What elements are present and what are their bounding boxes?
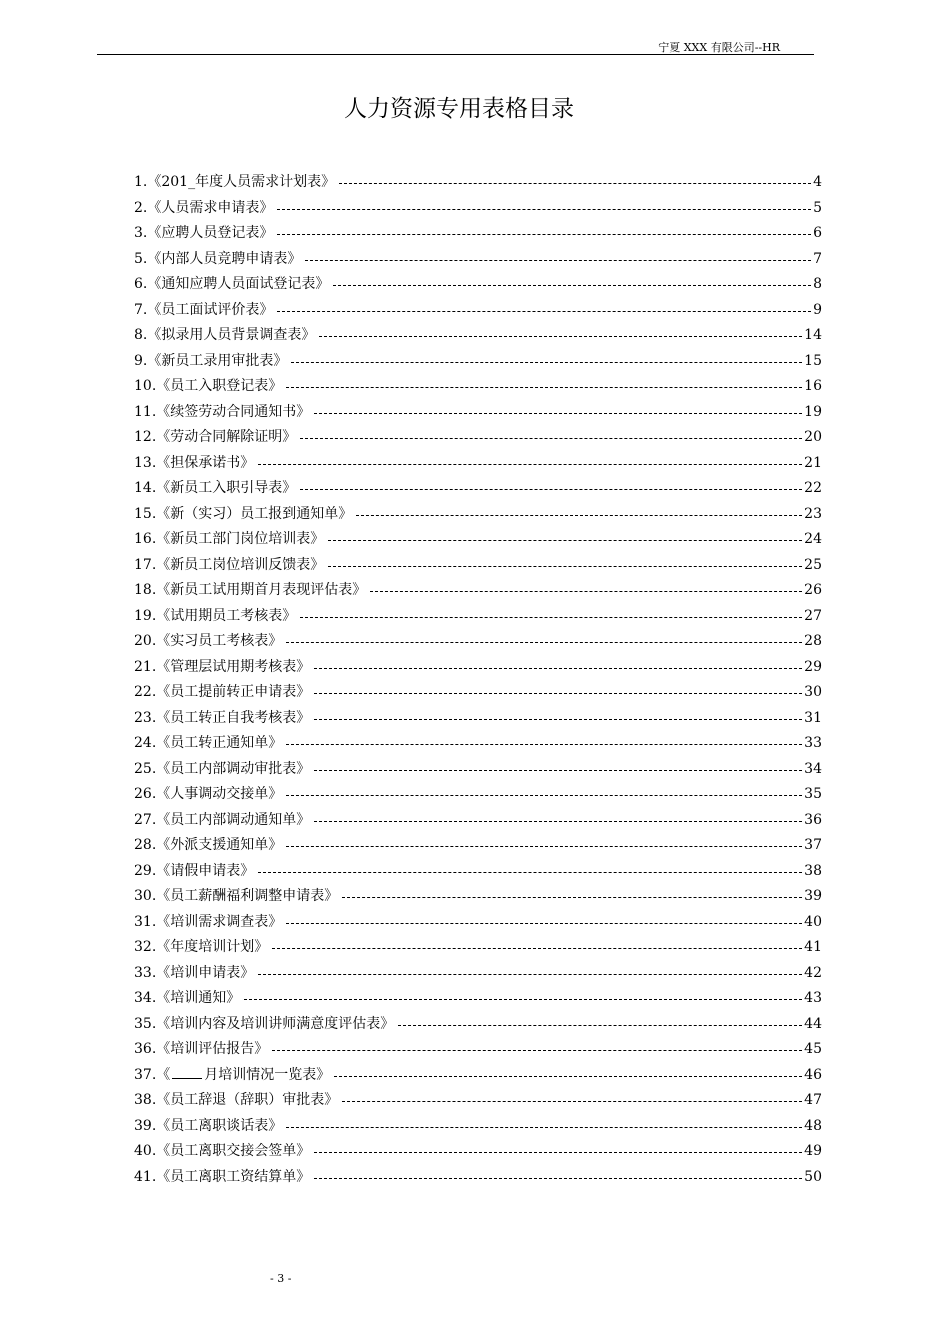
toc-entry[interactable] — [134, 935, 822, 961]
toc-entry[interactable] — [134, 170, 822, 196]
toc-entry[interactable] — [134, 680, 822, 706]
toc-entry-page: 26 — [804, 582, 822, 598]
toc-entry[interactable] — [134, 349, 822, 375]
toc-entry-title: 30.《员工薪酬福利调整申请表》 — [134, 888, 339, 904]
toc-leader-line — [342, 897, 802, 898]
toc-entry[interactable] — [134, 196, 822, 222]
toc-leader-line — [277, 311, 811, 312]
toc-entry[interactable] — [134, 986, 822, 1012]
toc-entry-title: 32.《年度培训计划》 — [134, 939, 269, 955]
page-number: - 3 - — [270, 1272, 292, 1285]
toc-entry[interactable] — [134, 527, 822, 553]
toc-entry[interactable] — [134, 1063, 822, 1089]
toc-entry-page: 47 — [804, 1092, 822, 1108]
toc-entry[interactable] — [134, 323, 822, 349]
toc-leader-line — [286, 642, 802, 643]
toc-leader-line — [291, 362, 802, 363]
toc-leader-line — [314, 1152, 802, 1153]
toc-entry-title: 17.《新员工岗位培训反馈表》 — [134, 556, 325, 573]
toc-entry-title: 36.《培训评估报告》 — [134, 1041, 269, 1057]
toc-entry-title: 8.《拟录用人员背景调查表》 — [134, 327, 316, 343]
toc-leader-line — [244, 999, 802, 1000]
toc-entry-page: 43 — [804, 990, 822, 1006]
table-of-contents — [134, 170, 822, 1190]
toc-entry-title: 12.《劳动合同解除证明》 — [134, 429, 297, 445]
toc-entry-page: 50 — [804, 1168, 822, 1185]
toc-entry[interactable] — [134, 604, 822, 630]
toc-entry[interactable] — [134, 655, 822, 681]
toc-entry[interactable] — [134, 629, 822, 655]
toc-leader-line — [277, 234, 811, 235]
toc-leader-line — [300, 489, 802, 490]
toc-leader-line — [314, 1178, 802, 1179]
toc-leader-line — [319, 336, 802, 337]
toc-entry[interactable] — [134, 1088, 822, 1114]
toc-entry-page: 24 — [804, 531, 822, 547]
toc-entry[interactable] — [134, 706, 822, 732]
toc-entry-page: 16 — [804, 378, 822, 394]
toc-leader-line — [258, 872, 802, 873]
toc-entry-title: 38.《员工辞退（辞职）审批表》 — [134, 1092, 339, 1108]
toc-entry[interactable] — [134, 578, 822, 604]
toc-entry-page: 23 — [804, 505, 822, 522]
page-title: 人力资源专用表格目录 — [344, 96, 574, 122]
toc-entry-page: 19 — [804, 403, 822, 420]
toc-leader-line — [339, 183, 811, 184]
toc-leader-line — [258, 464, 802, 465]
toc-entry-title: 14.《新员工入职引导表》 — [134, 480, 297, 496]
toc-entry-title: 6.《通知应聘人员面试登记表》 — [134, 276, 330, 292]
toc-entry-page: 40 — [804, 913, 822, 930]
toc-leader-line — [356, 515, 802, 516]
toc-entry-title: 19.《试用期员工考核表》 — [134, 607, 297, 624]
toc-entry-title: 5.《内部人员竞聘申请表》 — [134, 250, 302, 267]
toc-entry[interactable] — [134, 961, 822, 987]
toc-entry[interactable] — [134, 298, 822, 324]
toc-entry-title: 35.《培训内容及培训讲师满意度评估表》 — [134, 1015, 395, 1032]
toc-leader-line — [272, 948, 802, 949]
toc-entry[interactable] — [134, 1139, 822, 1165]
header-rule — [97, 54, 814, 55]
toc-entry-page: 37 — [804, 837, 822, 853]
toc-entry[interactable] — [134, 808, 822, 834]
toc-entry[interactable] — [134, 884, 822, 910]
toc-entry-title: 10.《员工入职登记表》 — [134, 378, 283, 394]
toc-entry[interactable] — [134, 476, 822, 502]
toc-entry-page: 20 — [804, 429, 822, 445]
toc-leader-line — [258, 974, 802, 975]
toc-entry-title: 3.《应聘人员登记表》 — [134, 225, 274, 241]
fill-in-blank — [172, 1066, 202, 1079]
toc-entry-page: 28 — [804, 633, 822, 649]
toc-entry-page: 4 — [813, 174, 822, 190]
toc-entry-page: 7 — [813, 250, 822, 267]
toc-entry[interactable] — [134, 221, 822, 247]
toc-entry[interactable] — [134, 1012, 822, 1038]
toc-leader-line — [314, 719, 802, 720]
toc-entry-title: 23.《员工转正自我考核表》 — [134, 709, 311, 726]
toc-leader-line — [333, 285, 811, 286]
toc-entry-title: 41.《员工离职工资结算单》 — [134, 1168, 311, 1185]
toc-entry[interactable] — [134, 553, 822, 579]
toc-leader-line — [398, 1025, 802, 1026]
toc-entry-title: 11.《续签劳动合同通知书》 — [134, 403, 311, 420]
toc-leader-line — [277, 209, 811, 210]
toc-entry-page: 8 — [813, 276, 822, 292]
toc-entry-title: 33.《培训申请表》 — [134, 964, 255, 981]
toc-leader-line — [370, 591, 802, 592]
toc-entry-title-prefix: 37.《 — [134, 1066, 171, 1083]
toc-entry-page: 5 — [813, 199, 822, 216]
toc-leader-line — [328, 566, 802, 567]
toc-entry-title: 34.《培训通知》 — [134, 990, 241, 1006]
toc-entry-page: 9 — [813, 301, 822, 318]
toc-entry[interactable] — [134, 1114, 822, 1140]
toc-entry-title — [134, 1063, 330, 1089]
toc-entry-page: 45 — [804, 1041, 822, 1057]
toc-entry-page: 29 — [804, 658, 822, 675]
toc-entry-page: 22 — [804, 480, 822, 496]
toc-entry-title: 2.《人员需求申请表》 — [134, 199, 274, 216]
toc-leader-line — [314, 413, 802, 414]
toc-leader-line — [314, 693, 802, 694]
toc-entry-title: 40.《员工离职交接会签单》 — [134, 1143, 311, 1159]
toc-entry-title-rest: 月培训情况一览表》 — [204, 1066, 331, 1083]
toc-entry[interactable] — [134, 272, 822, 298]
toc-leader-line — [286, 387, 802, 388]
toc-entry-title: 7.《员工面试评价表》 — [134, 301, 274, 318]
toc-leader-line — [334, 1076, 802, 1077]
toc-leader-line — [286, 923, 802, 924]
toc-entry-page: 36 — [804, 811, 822, 828]
toc-entry-page: 33 — [804, 735, 822, 751]
toc-entry-page: 38 — [804, 862, 822, 879]
toc-entry-title: 22.《员工提前转正申请表》 — [134, 684, 311, 700]
toc-entry-page: 21 — [804, 454, 822, 471]
toc-entry-title: 25.《员工内部调动审批表》 — [134, 760, 311, 777]
toc-entry-page: 44 — [804, 1015, 822, 1032]
toc-leader-line — [286, 744, 802, 745]
toc-entry-page: 31 — [804, 709, 822, 726]
toc-entry[interactable] — [134, 1165, 822, 1191]
toc-leader-line — [286, 1127, 802, 1128]
toc-entry-title: 1.《201_年度人员需求计划表》 — [134, 174, 336, 190]
toc-leader-line — [286, 846, 802, 847]
toc-entry-page: 41 — [804, 939, 822, 955]
toc-leader-line — [314, 668, 802, 669]
toc-entry-page: 39 — [804, 888, 822, 904]
toc-entry[interactable] — [134, 731, 822, 757]
toc-entry-title: 21.《管理层试用期考核表》 — [134, 658, 311, 675]
toc-entry[interactable] — [134, 502, 822, 528]
toc-entry-title: 26.《人事调动交接单》 — [134, 786, 283, 802]
toc-entry[interactable] — [134, 782, 822, 808]
toc-entry-page: 49 — [804, 1143, 822, 1159]
toc-entry-page: 35 — [804, 786, 822, 802]
toc-entry[interactable] — [134, 247, 822, 273]
toc-entry-title: 18.《新员工试用期首月表现评估表》 — [134, 582, 367, 598]
toc-entry-page: 48 — [804, 1117, 822, 1134]
toc-entry-title: 39.《员工离职谈话表》 — [134, 1117, 283, 1134]
toc-entry-title: 28.《外派支援通知单》 — [134, 837, 283, 853]
toc-leader-line — [300, 617, 802, 618]
toc-entry-title: 29.《请假申请表》 — [134, 862, 255, 879]
toc-leader-line — [300, 438, 802, 439]
toc-entry[interactable] — [134, 757, 822, 783]
toc-entry-page: 34 — [804, 760, 822, 777]
toc-entry[interactable] — [134, 374, 822, 400]
toc-leader-line — [272, 1050, 802, 1051]
toc-entry-title: 16.《新员工部门岗位培训表》 — [134, 531, 325, 547]
toc-leader-line — [305, 260, 811, 261]
toc-entry[interactable] — [134, 859, 822, 885]
toc-leader-line — [342, 1101, 802, 1102]
toc-entry-title: 31.《培训需求调查表》 — [134, 913, 283, 930]
toc-entry-page: 46 — [804, 1066, 822, 1083]
toc-entry-title: 20.《实习员工考核表》 — [134, 633, 283, 649]
toc-entry[interactable] — [134, 910, 822, 936]
toc-leader-line — [328, 540, 802, 541]
toc-entry-page: 25 — [804, 556, 822, 573]
toc-entry-title: 27.《员工内部调动通知单》 — [134, 811, 311, 828]
toc-entry-page: 30 — [804, 684, 822, 700]
toc-entry-page: 14 — [804, 327, 822, 343]
toc-entry-title: 15.《新（实习）员工报到通知单》 — [134, 505, 353, 522]
toc-entry-page: 6 — [813, 225, 822, 241]
toc-entry-page: 42 — [804, 964, 822, 981]
toc-entry-title: 13.《担保承诺书》 — [134, 454, 255, 471]
header-company: 宁夏 XXX 有限公司--HR — [658, 41, 780, 54]
toc-entry[interactable] — [134, 1037, 822, 1063]
toc-entry-page: 15 — [804, 352, 822, 369]
toc-entry-page: 27 — [804, 607, 822, 624]
toc-leader-line — [286, 795, 802, 796]
toc-entry[interactable] — [134, 400, 822, 426]
toc-entry[interactable] — [134, 451, 822, 477]
toc-entry-title: 9.《新员工录用审批表》 — [134, 352, 288, 369]
toc-entry-title: 24.《员工转正通知单》 — [134, 735, 283, 751]
toc-leader-line — [314, 821, 802, 822]
toc-entry[interactable] — [134, 425, 822, 451]
toc-entry[interactable] — [134, 833, 822, 859]
toc-leader-line — [314, 770, 802, 771]
